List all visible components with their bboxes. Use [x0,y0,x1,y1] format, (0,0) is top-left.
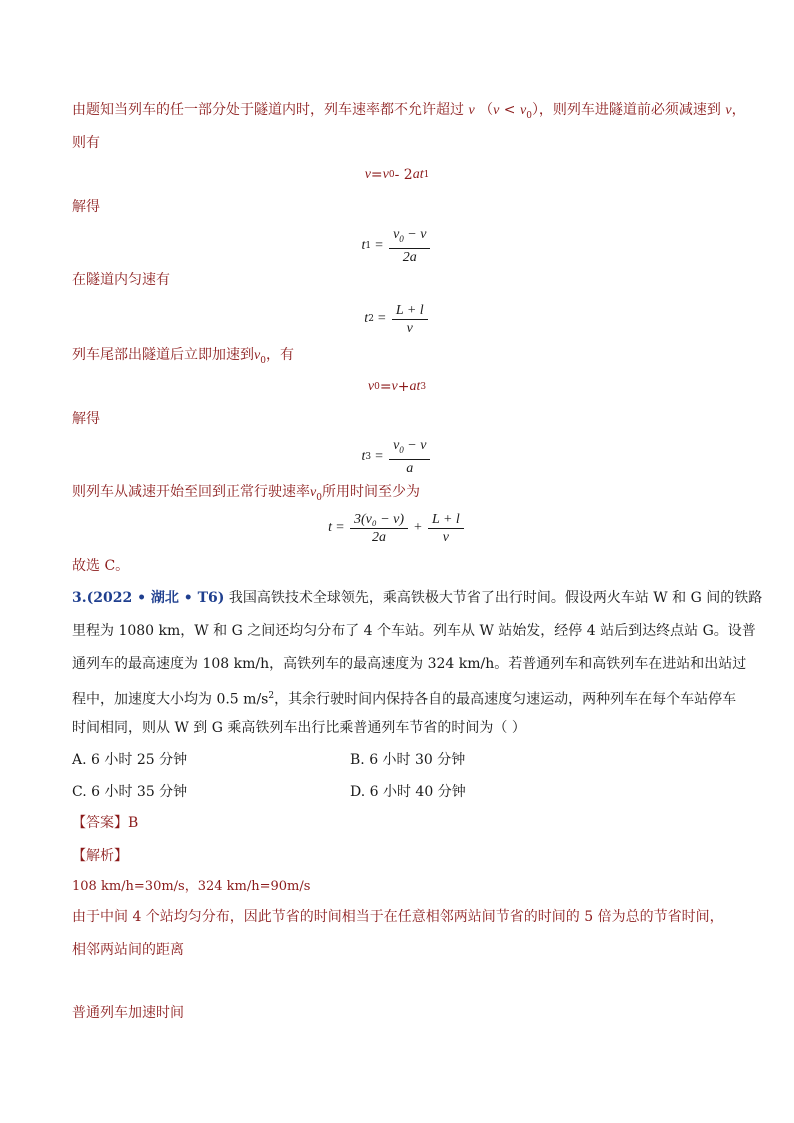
question-3-line-4: 程中，加速度大小均为 0.5 $m/s^2$，其余行驶时间内保持各自的最高速度匀速运动，两种列车在每个车站停车 [72,691,737,708]
fraction: $\frac{\text{3(v₀ − v)}}{2a}$ [350,511,408,546]
fraction: $\frac{L + l}{v}$ [428,511,464,546]
var-v: v [468,103,475,118]
option-d[interactable]: D. 6 小时 40 分钟 [350,784,466,800]
answer-choice: 故选 C。 [72,558,130,574]
fraction: $\frac{v_0 - v}{a}$ [389,437,430,477]
fraction: $\frac{L + l}{v}$ [392,302,428,337]
unit-conversion: 108 km/h=30m/s，324 km/h=90m/s [72,879,311,894]
analysis-line-1: 由于中间 4 个站均匀分布，因此节省的时间相当于在任意相邻两站间节省的时间的 5 倍为总的节省时间， [72,909,724,925]
question-3-line-1: 3.(2022 • 湖北 • T6) 我国高铁技术全球领先，乘高铁极大节省了出行时间。假设两火车站 W 和 G 间的铁路 [72,590,763,606]
question-3-line-3: 通列车的最高速度为 108 km/h，高铁列车的最高速度为 324 km/h。若普通列车和高铁列车在进站和出站过 [72,656,747,672]
equation-2: t 1 = $\frac{v_0 - v}{2a}$ [0,226,794,266]
analysis-label: 【解析】 [72,848,128,864]
equation-1: v = v 0 - 2 at 1 [364,167,430,183]
fraction: $\frac{v_0 - v}{2a}$ [389,226,430,266]
equation-5: t 3 = $\frac{v_0 - v}{a}$ [0,437,794,477]
equation-6: t = $\frac{\text{3(v₀ − v)}}{2a}$ + $\frac{L + l}{v}$ [0,508,794,548]
equation-4: v 0 = v + at 3 [367,379,427,395]
intro-line-2: 则有 [72,135,100,151]
analysis-line-2: 相邻两站间的距离 [72,942,184,958]
normal-train-accel-time: 普通列车加速时间 [72,1005,184,1021]
total-time-text: 则列车从减速开始至回到正常行驶速率$v_0$所用时间至少为 [72,484,420,503]
intro-line-1: 由题知当列车的任一部分处于隧道内时，列车速率都不允许超过 v $(v < v_0)$，则列车进隧道前必须减速到 v， [72,102,746,121]
uniform-text: 在隧道内匀速有 [72,272,170,288]
option-c[interactable]: C. 6 小时 35 分钟 [72,784,188,800]
solve-label-1: 解得 [72,199,100,215]
question-3-line-5: 时间相同，则从 W 到 G 乘高铁列车出行比乘普通列车节省的时间为（ ） [72,720,526,736]
solve-label-2: 解得 [72,411,100,427]
answer-label: 【答案】B [72,815,139,831]
option-b[interactable]: B. 6 小时 30 分钟 [350,752,466,768]
question-label: 3.(2022 • 湖北 • T6) [72,590,225,606]
accel-text: 列车尾部出隧道后立即加速到$v_0$，有 [72,347,294,366]
equation-3: t 2 = $\frac{L + l}{v}$ [0,299,794,339]
option-a[interactable]: A. 6 小时 25 分钟 [72,752,188,768]
question-3-line-2: 里程为 1080 km，W 和 G 之间还均匀分布了 4 个车站。列车从 W 站始发，经停 4 站后到达终点站 G。设普 [72,623,756,639]
